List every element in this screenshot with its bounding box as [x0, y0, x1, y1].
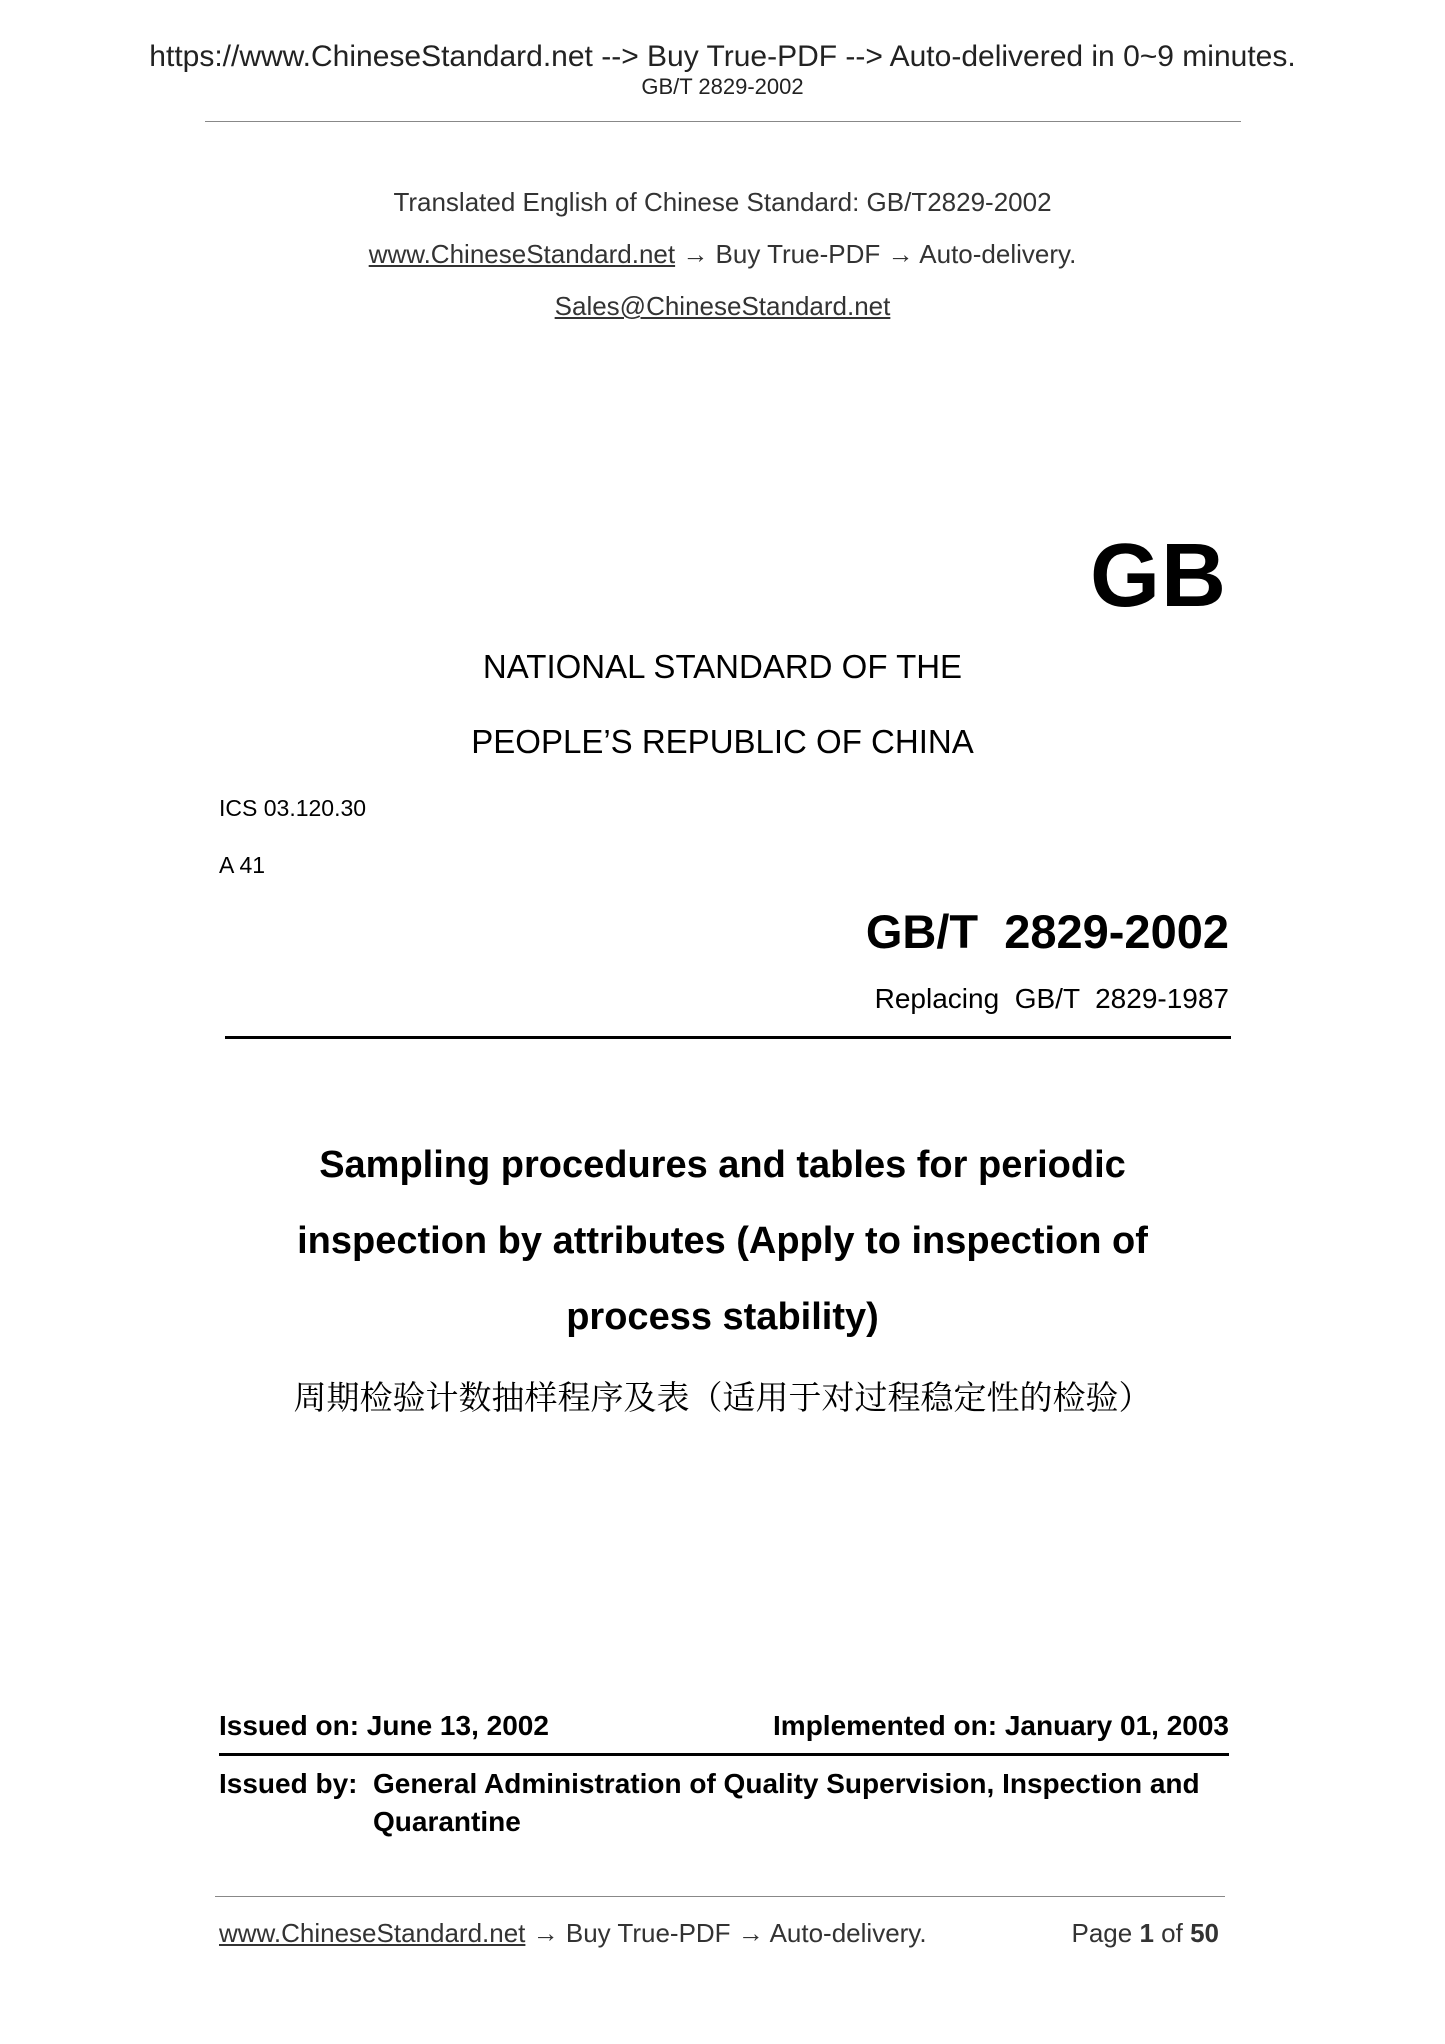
gb-logo: GB [1090, 526, 1227, 626]
of-label: of [1161, 1918, 1183, 1948]
sales-email-row [0, 291, 1445, 322]
page-indicator [1071, 1918, 1219, 1949]
number-divider [225, 1036, 1231, 1039]
translation-note: Translated English of Chinese Standard: GB/T2829-2002 [393, 187, 1052, 217]
page-number: 1 [1139, 1918, 1154, 1948]
delivery-text: → Buy True-PDF → Auto-delivery. [675, 239, 1077, 269]
title-en-line-2: inspection by attributes (Apply to inspection of [297, 1220, 1148, 1262]
footer-delivery [219, 1918, 927, 1949]
title-en-line-1: Sampling procedures and tables for periodic [319, 1144, 1126, 1186]
issued-by-line-2: Quarantine [373, 1806, 521, 1837]
footer-divider [215, 1896, 1225, 1897]
top-banner: https://www.ChineseStandard.net --> Buy True-PDF --> Auto-delivered in 0~9 minutes. [149, 40, 1296, 73]
replacing-note: Replacing GB/T 2829-1987 [874, 983, 1229, 1014]
page-label: Page [1071, 1918, 1133, 1948]
issued-by-label: Issued by: [219, 1768, 358, 1799]
title-en-line-3: process stability) [566, 1296, 879, 1338]
running-header: GB/T 2829-2002 [641, 74, 804, 99]
footer-delivery-text: → Buy True-PDF → Auto-delivery. [525, 1918, 927, 1948]
issue-divider [219, 1753, 1229, 1756]
issued-by-line-1: General Administration of Quality Supervision, Inspection and [373, 1768, 1200, 1799]
implemented-on: Implemented on: January 01, 2003 [773, 1710, 1229, 1741]
national-line-1: NATIONAL STANDARD OF THE [482, 648, 963, 685]
delivery-line [0, 239, 1445, 270]
sales-email-link[interactable]: Sales@ChineseStandard.net [554, 291, 891, 321]
header-divider [205, 121, 1241, 122]
page-total: 50 [1190, 1918, 1219, 1948]
ics-code: ICS 03.120.30 [219, 795, 367, 821]
ccs-code: A 41 [219, 852, 266, 878]
standard-number: GB/T 2829-2002 [865, 905, 1229, 958]
footer-site-link[interactable]: www.ChineseStandard.net [219, 1918, 526, 1948]
national-line-2: PEOPLE’S REPUBLIC OF CHINA [471, 723, 974, 760]
site-link[interactable]: www.ChineseStandard.net [368, 239, 676, 269]
title-cn: 周期检验计数抽样程序及表（适用于对过程稳定性的检验） [293, 1378, 1152, 1417]
issued-on: Issued on: June 13, 2002 [219, 1710, 549, 1741]
